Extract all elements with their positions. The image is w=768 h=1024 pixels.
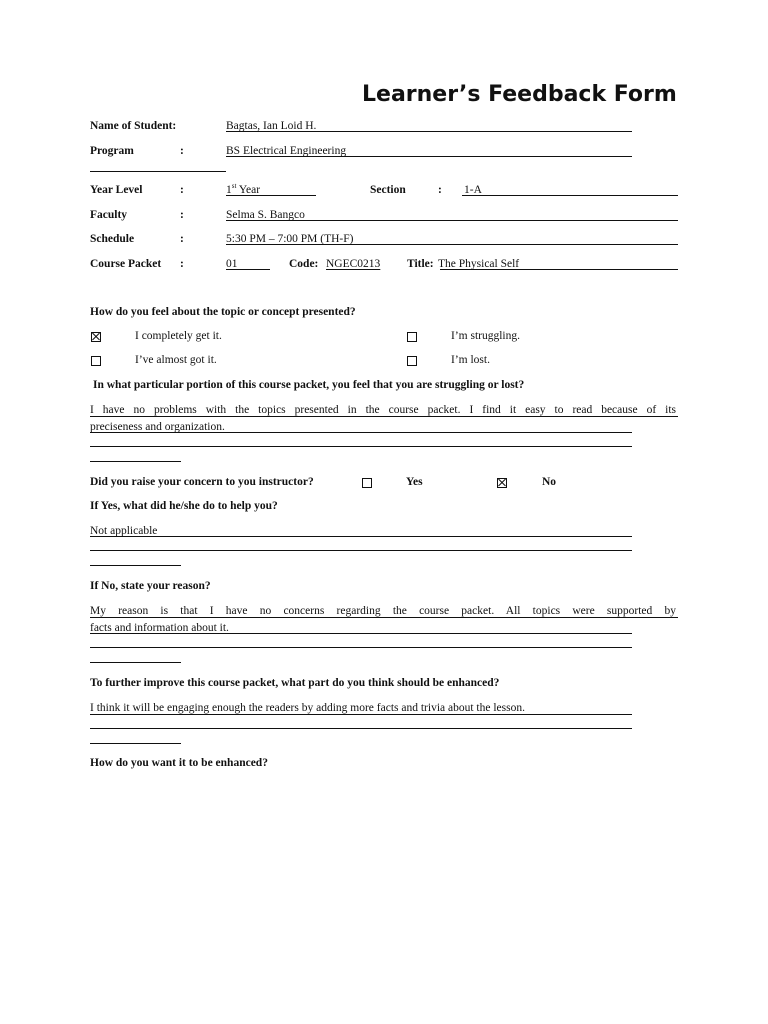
q6-answer-underline-3	[90, 743, 181, 744]
q3-no-label: No	[542, 476, 557, 488]
code-value: NGEC0213	[326, 258, 381, 270]
q6-answer: I think it will be engaging enough the readers by adding more facts and trivia about the lesson.	[90, 702, 525, 714]
page-title: Learner’s Feedback Form	[362, 82, 677, 107]
q1-option-4-checkbox[interactable]	[407, 356, 417, 366]
program-value: BS Electrical Engineering	[226, 145, 347, 157]
year-level-word: Year	[236, 184, 261, 196]
schedule-label: Schedule	[90, 233, 135, 245]
q2-question: In what particular portion of this course packet, you feel that you are struggling or lost?	[93, 379, 525, 391]
q1-option-1-checkbox[interactable]	[91, 332, 101, 342]
course-packet-value: 01	[226, 258, 238, 270]
q1-option-2-label: I’m struggling.	[451, 330, 520, 342]
q4-answer: Not applicable	[90, 525, 158, 537]
q1-option-4-label: I’m lost.	[451, 354, 490, 366]
title-label: Title:	[407, 258, 434, 270]
q1-option-2-checkbox[interactable]	[407, 332, 417, 342]
q6-answer-underline-2	[90, 728, 632, 729]
q6-answer-underline-1	[90, 714, 632, 715]
q2-answer-underline-3	[90, 446, 632, 447]
title-underline	[440, 269, 678, 270]
q2-answer-line-1: I have no problems with the topics presented in the course packet. I find it easy to read because of its	[90, 404, 676, 416]
q1-option-3-label: I’ve almost got it.	[135, 354, 217, 366]
q1-option-1-label: I completely get it.	[135, 330, 222, 342]
code-label: Code:	[289, 258, 319, 270]
program-underline	[226, 156, 632, 157]
year-level-ordinal: st	[231, 182, 237, 190]
program-colon: :	[180, 145, 184, 157]
course-packet-colon: :	[180, 258, 184, 270]
year-level-underline	[226, 195, 316, 196]
q2-answer-line-2: preciseness and organization.	[90, 421, 225, 433]
section-colon: :	[438, 184, 442, 196]
section-value: 1-A	[464, 184, 482, 196]
q2-answer-underline-2	[90, 432, 632, 433]
q3-yes-label: Yes	[406, 476, 423, 488]
faculty-value: Selma S. Bangco	[226, 209, 305, 221]
q6-question: To further improve this course packet, what part do you think should be enhanced?	[90, 677, 500, 689]
q5-answer-underline-4	[90, 662, 181, 663]
q3-question: Did you raise your concern to you instructor?	[90, 476, 314, 488]
course-packet-label: Course Packet	[90, 258, 162, 270]
q5-answer-underline-3	[90, 647, 632, 648]
q4-answer-underline-3	[90, 565, 181, 566]
q4-answer-underline-1	[90, 536, 632, 537]
course-packet-underline	[226, 269, 270, 270]
year-level-colon: :	[180, 184, 184, 196]
q5-question: If No, state your reason?	[90, 580, 211, 592]
q4-answer-underline-2	[90, 550, 632, 551]
q2-answer-underline-1	[90, 416, 678, 417]
q4-question: If Yes, what did he/she do to help you?	[90, 500, 278, 512]
year-level-number: 1	[226, 184, 232, 196]
program-underline-continuation	[90, 171, 226, 172]
program-label: Program	[90, 145, 134, 157]
faculty-label: Faculty	[90, 209, 128, 221]
faculty-underline	[226, 220, 678, 221]
q2-answer-underline-4	[90, 461, 181, 462]
section-underline	[462, 195, 678, 196]
student-name-underline	[226, 131, 632, 132]
year-level-label: Year Level	[90, 184, 143, 196]
schedule-underline	[226, 244, 678, 245]
q3-no-checkbox[interactable]	[497, 478, 507, 488]
title-value: The Physical Self	[438, 258, 520, 270]
q1-option-3-checkbox[interactable]	[91, 356, 101, 366]
q5-answer-line-1: My reason is that I have no concerns regarding the course packet. All topics were supported by	[90, 605, 676, 617]
q7-question: How do you want it to be enhanced?	[90, 757, 268, 769]
q5-answer-underline-1	[90, 617, 678, 618]
section-label: Section	[370, 184, 406, 196]
faculty-colon: :	[180, 209, 184, 221]
schedule-colon: :	[180, 233, 184, 245]
schedule-value: 5:30 PM – 7:00 PM (TH-F)	[226, 233, 354, 245]
q1-question: How do you feel about the topic or concept presented?	[90, 306, 356, 318]
q3-yes-checkbox[interactable]	[362, 478, 372, 488]
student-name-value: Bagtas, Ian Loid H.	[226, 120, 317, 132]
q5-answer-line-2: facts and information about it.	[90, 622, 229, 634]
student-name-label: Name of Student:	[90, 120, 177, 132]
q5-answer-underline-2	[90, 633, 632, 634]
